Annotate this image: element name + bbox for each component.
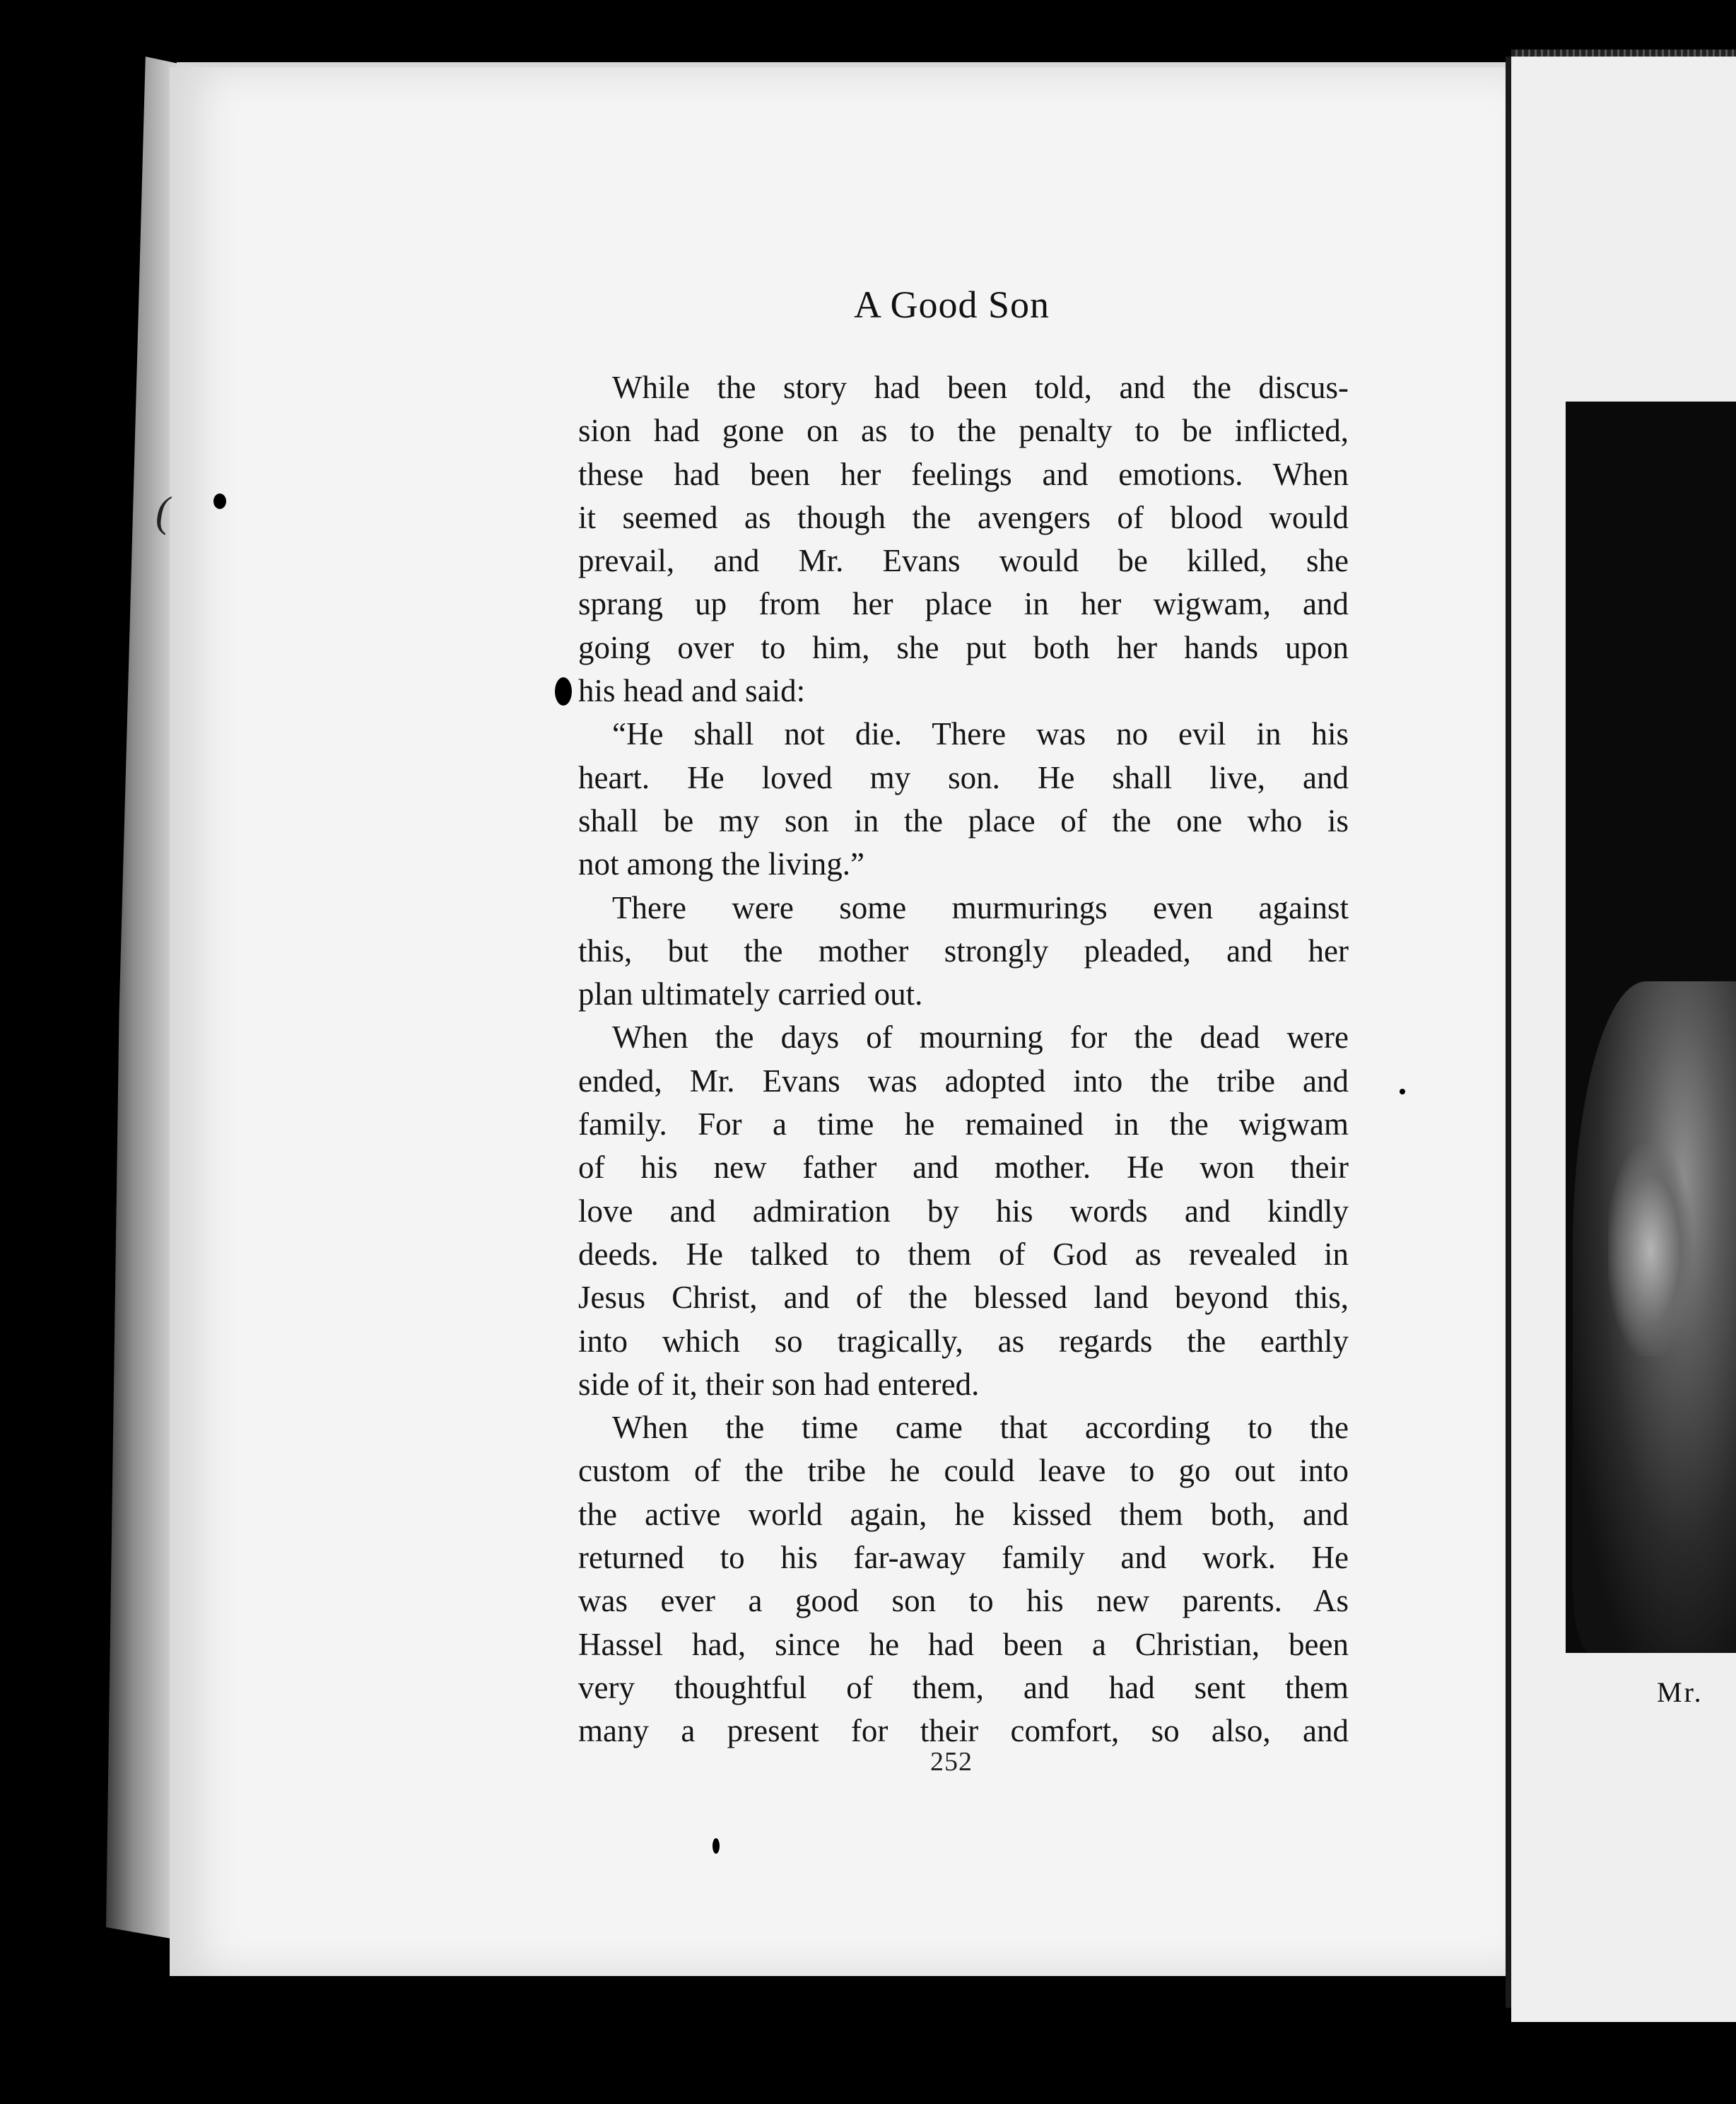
- text-line: While the story had been told, and the discus-: [612, 370, 1349, 405]
- text-line: When the days of mourning for the dead were: [612, 1019, 1349, 1056]
- body-text: [578, 366, 1349, 1753]
- text-line: plan ultimately carried out.: [578, 976, 923, 1012]
- text-line: sprang up from her place in her wigwam, and: [578, 586, 1349, 622]
- text-line: “He shall not die. There was no evil in his: [612, 716, 1349, 752]
- text-line: was ever a good son to his new parents. As: [578, 1583, 1349, 1619]
- photo-plate: [1566, 402, 1736, 1653]
- text-line: side of it, their son had entered.: [578, 1366, 980, 1402]
- text-line: not among the living.”: [578, 846, 864, 882]
- text-line: There were some murmurings even against: [612, 889, 1349, 925]
- page-title: A Good Son: [854, 284, 1050, 326]
- book-gutter: [1506, 57, 1511, 2008]
- margin-pencil-mark: (: [156, 489, 170, 535]
- text-line: this, but the mother strongly pleaded, and her: [578, 933, 1349, 969]
- ink-blot: [1400, 1089, 1405, 1094]
- text-line: it seemed as though the avengers of blood would: [578, 499, 1349, 535]
- text-line: deeds. He talked to them of God as revealed in: [578, 1236, 1349, 1272]
- text-line: ended, Mr. Evans was adopted into the tribe and: [578, 1063, 1349, 1099]
- text-line: shall be my son in the place of the one who is: [578, 802, 1349, 838]
- text-line: Jesus Christ, and of the blessed land beyond this,: [578, 1280, 1349, 1316]
- text-line: many a present for their comfort, so also, and: [578, 1713, 1349, 1749]
- text-line: returned to his far-away family and work. He: [578, 1540, 1349, 1576]
- ink-blot: [213, 493, 226, 509]
- text-line: his head and said:: [578, 673, 806, 709]
- photo-caption: Mr.: [1657, 1676, 1703, 1708]
- text-line: heart. He loved my son. He shall live, and: [578, 759, 1349, 795]
- text-line: Hassel had, since he had been a Christian, been: [578, 1626, 1349, 1662]
- text-line: very thoughtful of them, and had sent them: [578, 1669, 1349, 1705]
- text-line: of his new father and mother. He won their: [578, 1150, 1349, 1186]
- text-line: When the time came that according to the: [612, 1410, 1349, 1446]
- text-line: prevail, and Mr. Evans would be killed, she: [578, 543, 1349, 579]
- ink-blot: [712, 1838, 720, 1854]
- text-line: into which so tragically, as regards the earthly: [578, 1323, 1349, 1359]
- ink-blot: [555, 677, 572, 706]
- text-line: the active world again, he kissed them both, and: [578, 1496, 1349, 1532]
- text-line: going over to him, she put both her hands upon: [578, 629, 1349, 665]
- text-line: family. For a time he remained in the wigwam: [578, 1106, 1349, 1142]
- text-line: sion had gone on as to the penalty to be inflicted,: [578, 413, 1349, 449]
- text-line: custom of the tribe he could leave to go out into: [578, 1453, 1349, 1489]
- photo-highlight: [1608, 1144, 1693, 1356]
- page-number: 252: [930, 1747, 973, 1777]
- text-line: love and admiration by his words and kindly: [578, 1193, 1349, 1229]
- text-line: these had been her feelings and emotions. When: [578, 456, 1349, 492]
